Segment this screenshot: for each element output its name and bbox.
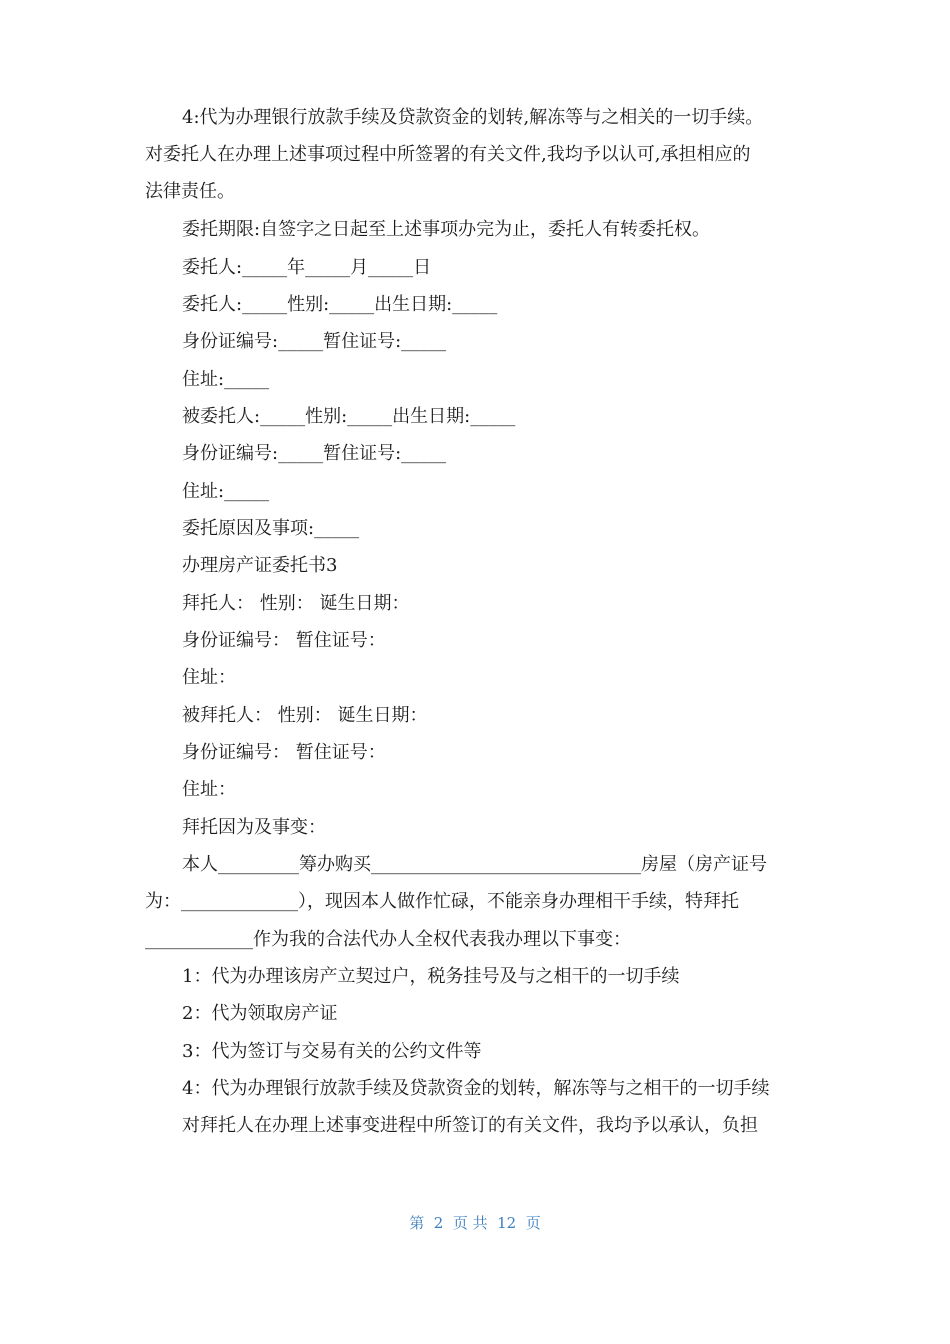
list-item: 1：代为办理该房产立契过户，税务挂号及与之相干的一切手续 xyxy=(182,966,680,987)
form-line: 身份证编号:_____暂住证号:_____ xyxy=(182,331,447,352)
form-line: 被拜托人： 性别： 诞生日期： xyxy=(182,705,428,726)
paragraph-line: 法律责任。 xyxy=(145,181,235,202)
form-line: 拜托因为及事变： xyxy=(182,817,326,838)
list-item: 3：代为签订与交易有关的公约文件等 xyxy=(182,1041,482,1062)
paragraph-line: 本人_________筹办购买______________________________房屋（房产证号 xyxy=(182,854,767,875)
form-line: 住址:_____ xyxy=(182,481,270,502)
paragraph-line: 委托期限:自签字之日起至上述事项办完为止，委托人有转委托权。 xyxy=(182,219,711,240)
form-line: 被委托人:_____性别:_____出生日期:_____ xyxy=(182,406,516,427)
paragraph-line: 对拜托人在办理上述事变进程中所签订的有关文件，我均予以承认，负担 xyxy=(182,1115,758,1136)
form-line: 住址： xyxy=(182,667,236,688)
form-line: 身份证编号： 暂住证号： xyxy=(182,630,386,651)
paragraph-line: 为：_____________），现因本人做作忙碌，不能亲身办理相干手续，特拜托 xyxy=(145,891,739,912)
list-item: 4：代为办理银行放款手续及贷款资金的划转，解冻等与之相干的一切手续 xyxy=(182,1078,770,1099)
form-line: 拜托人： 性别： 诞生日期： xyxy=(182,593,410,614)
list-item: 2：代为领取房产证 xyxy=(182,1003,338,1024)
form-line: 委托人:_____性别:_____出生日期:_____ xyxy=(182,294,498,315)
form-line: 身份证编号:_____暂住证号:_____ xyxy=(182,443,447,464)
form-line: 住址： xyxy=(182,779,236,800)
paragraph-line: ____________作为我的合法代办人全权代表我办理以下事变： xyxy=(145,929,631,950)
paragraph-line: 对委托人在办理上述事项过程中所签署的有关文件,我均予以认可,承担相应的 xyxy=(145,144,751,165)
form-line: 住址:_____ xyxy=(182,369,270,390)
form-line: 身份证编号： 暂住证号： xyxy=(182,742,386,763)
form-line: 委托原因及事项:_____ xyxy=(182,518,360,539)
section-heading: 办理房产证委托书3 xyxy=(182,555,338,576)
form-line: 委托人:_____年_____月_____日 xyxy=(182,257,432,278)
paragraph-line: 4:代为办理银行放款手续及贷款资金的划转,解冻等与之相关的一切手续。 xyxy=(182,107,764,128)
page-number-footer: 第 2 页 共 12 页 xyxy=(409,1214,541,1232)
